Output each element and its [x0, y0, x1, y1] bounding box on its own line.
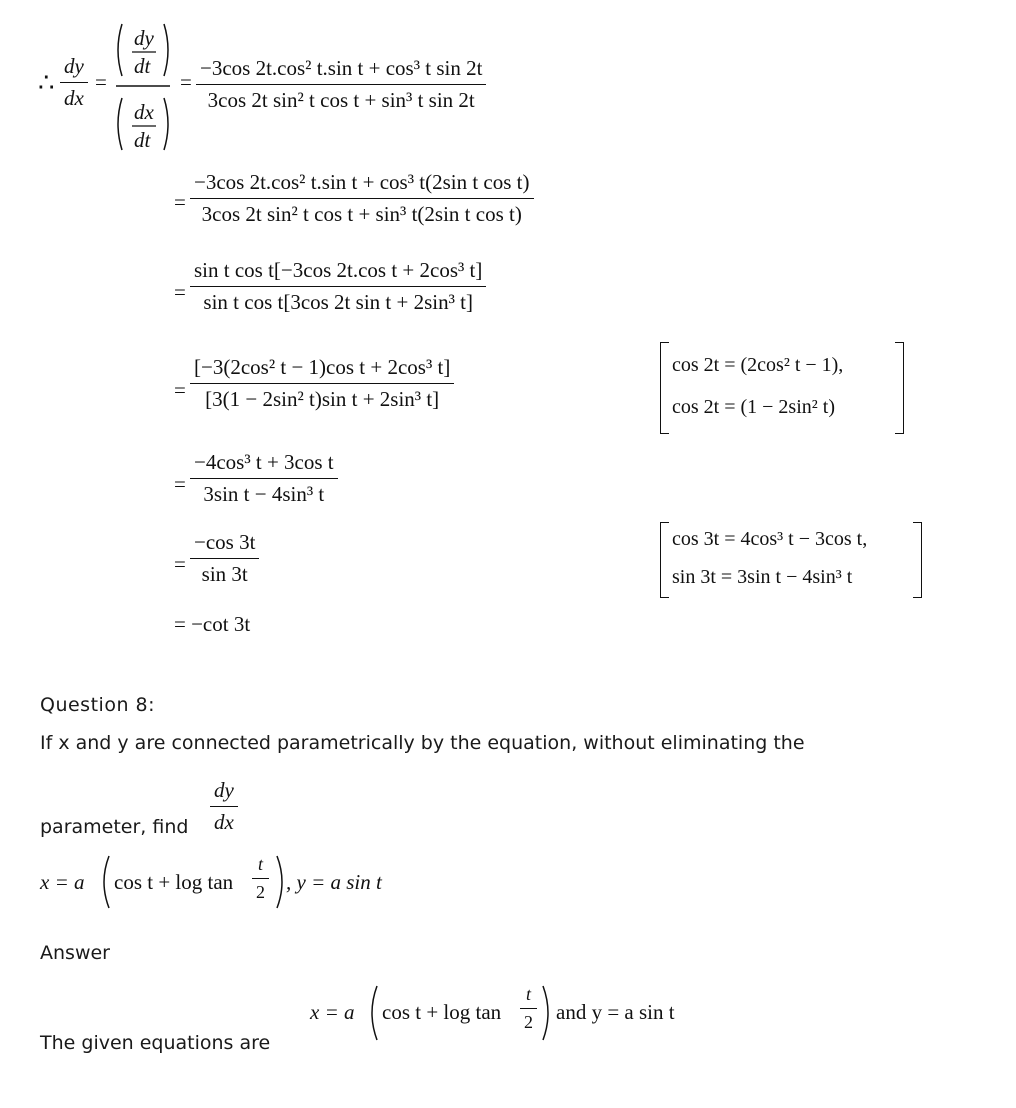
ratio-of-derivatives: dy dt dx dt [112, 20, 174, 152]
step-6-fraction: $\frac{-\cos 3t}{\sin 3t}$ [190, 530, 259, 587]
equals-sign: = [174, 190, 186, 214]
left-paren [366, 984, 380, 1042]
question-heading: Question 8: [40, 694, 156, 716]
equals-sign: = [180, 70, 192, 94]
step-2-fraction: $\frac{\text{−3cos 2t.cos² t.sin t + cos³ t(2sin t cos t)}}{\text{3cos 2t sin² t cos t + sin³ t(2sin t cos t)}}$ [190, 170, 534, 227]
step-5-fraction: $\frac{\text{−4cos³ t + 3cos t}}{\text{3sin t − 4sin³ t}}$ [190, 450, 338, 507]
right-paren [540, 984, 554, 1042]
final-result: = −cot 3t [174, 612, 251, 636]
equals-sign: = [174, 552, 186, 576]
identity-note-cos-3t: cos 3t = 4cos³ t − 3cos t, sin 3t = 3sin t − 4sin³ t [660, 522, 922, 598]
question-text: If x and y are connected parametrically by the equation, without eliminating the [40, 732, 805, 754]
equals-sign: = [174, 280, 186, 304]
step-1-fraction: $\frac{\text{−3cos 2t.cos² t.sin t + cos³ t sin 2t}}{\text{3cos 2t sin² t cos t + sin³ t sin 2t}}$ [196, 56, 486, 113]
step-3-fraction: $\frac{\text{sin t cos t[−3cos 2t.cos t + 2cos³ t]}}{\text{sin t cos t[3cos 2t sin t + 2sin³ t]}}$ [190, 258, 486, 315]
find-derivative: $\frac{dy}{dx}$ [210, 778, 238, 835]
therefore-symbol: ∴ [38, 68, 55, 97]
answer-given-text: The given equations are [40, 1032, 271, 1054]
step-4-fraction: $\frac{\text{[−3(2cos² t − 1)cos t + 2cos³ t]}}{\text{[3(1 − 2sin² t)sin t + 2sin³ t]}}$ [190, 355, 454, 412]
equals-sign: = [95, 70, 107, 94]
answer-heading: Answer [40, 942, 110, 964]
equals-sign: = [174, 472, 186, 496]
left-paren [98, 854, 112, 910]
lhs-derivative: $\frac{dy}{dx}$ [60, 54, 88, 111]
equals-sign: = [174, 378, 186, 402]
identity-note-cos-2t: cos 2t = (2cos² t − 1), cos 2t = (1 − 2sin² t) [660, 342, 904, 434]
